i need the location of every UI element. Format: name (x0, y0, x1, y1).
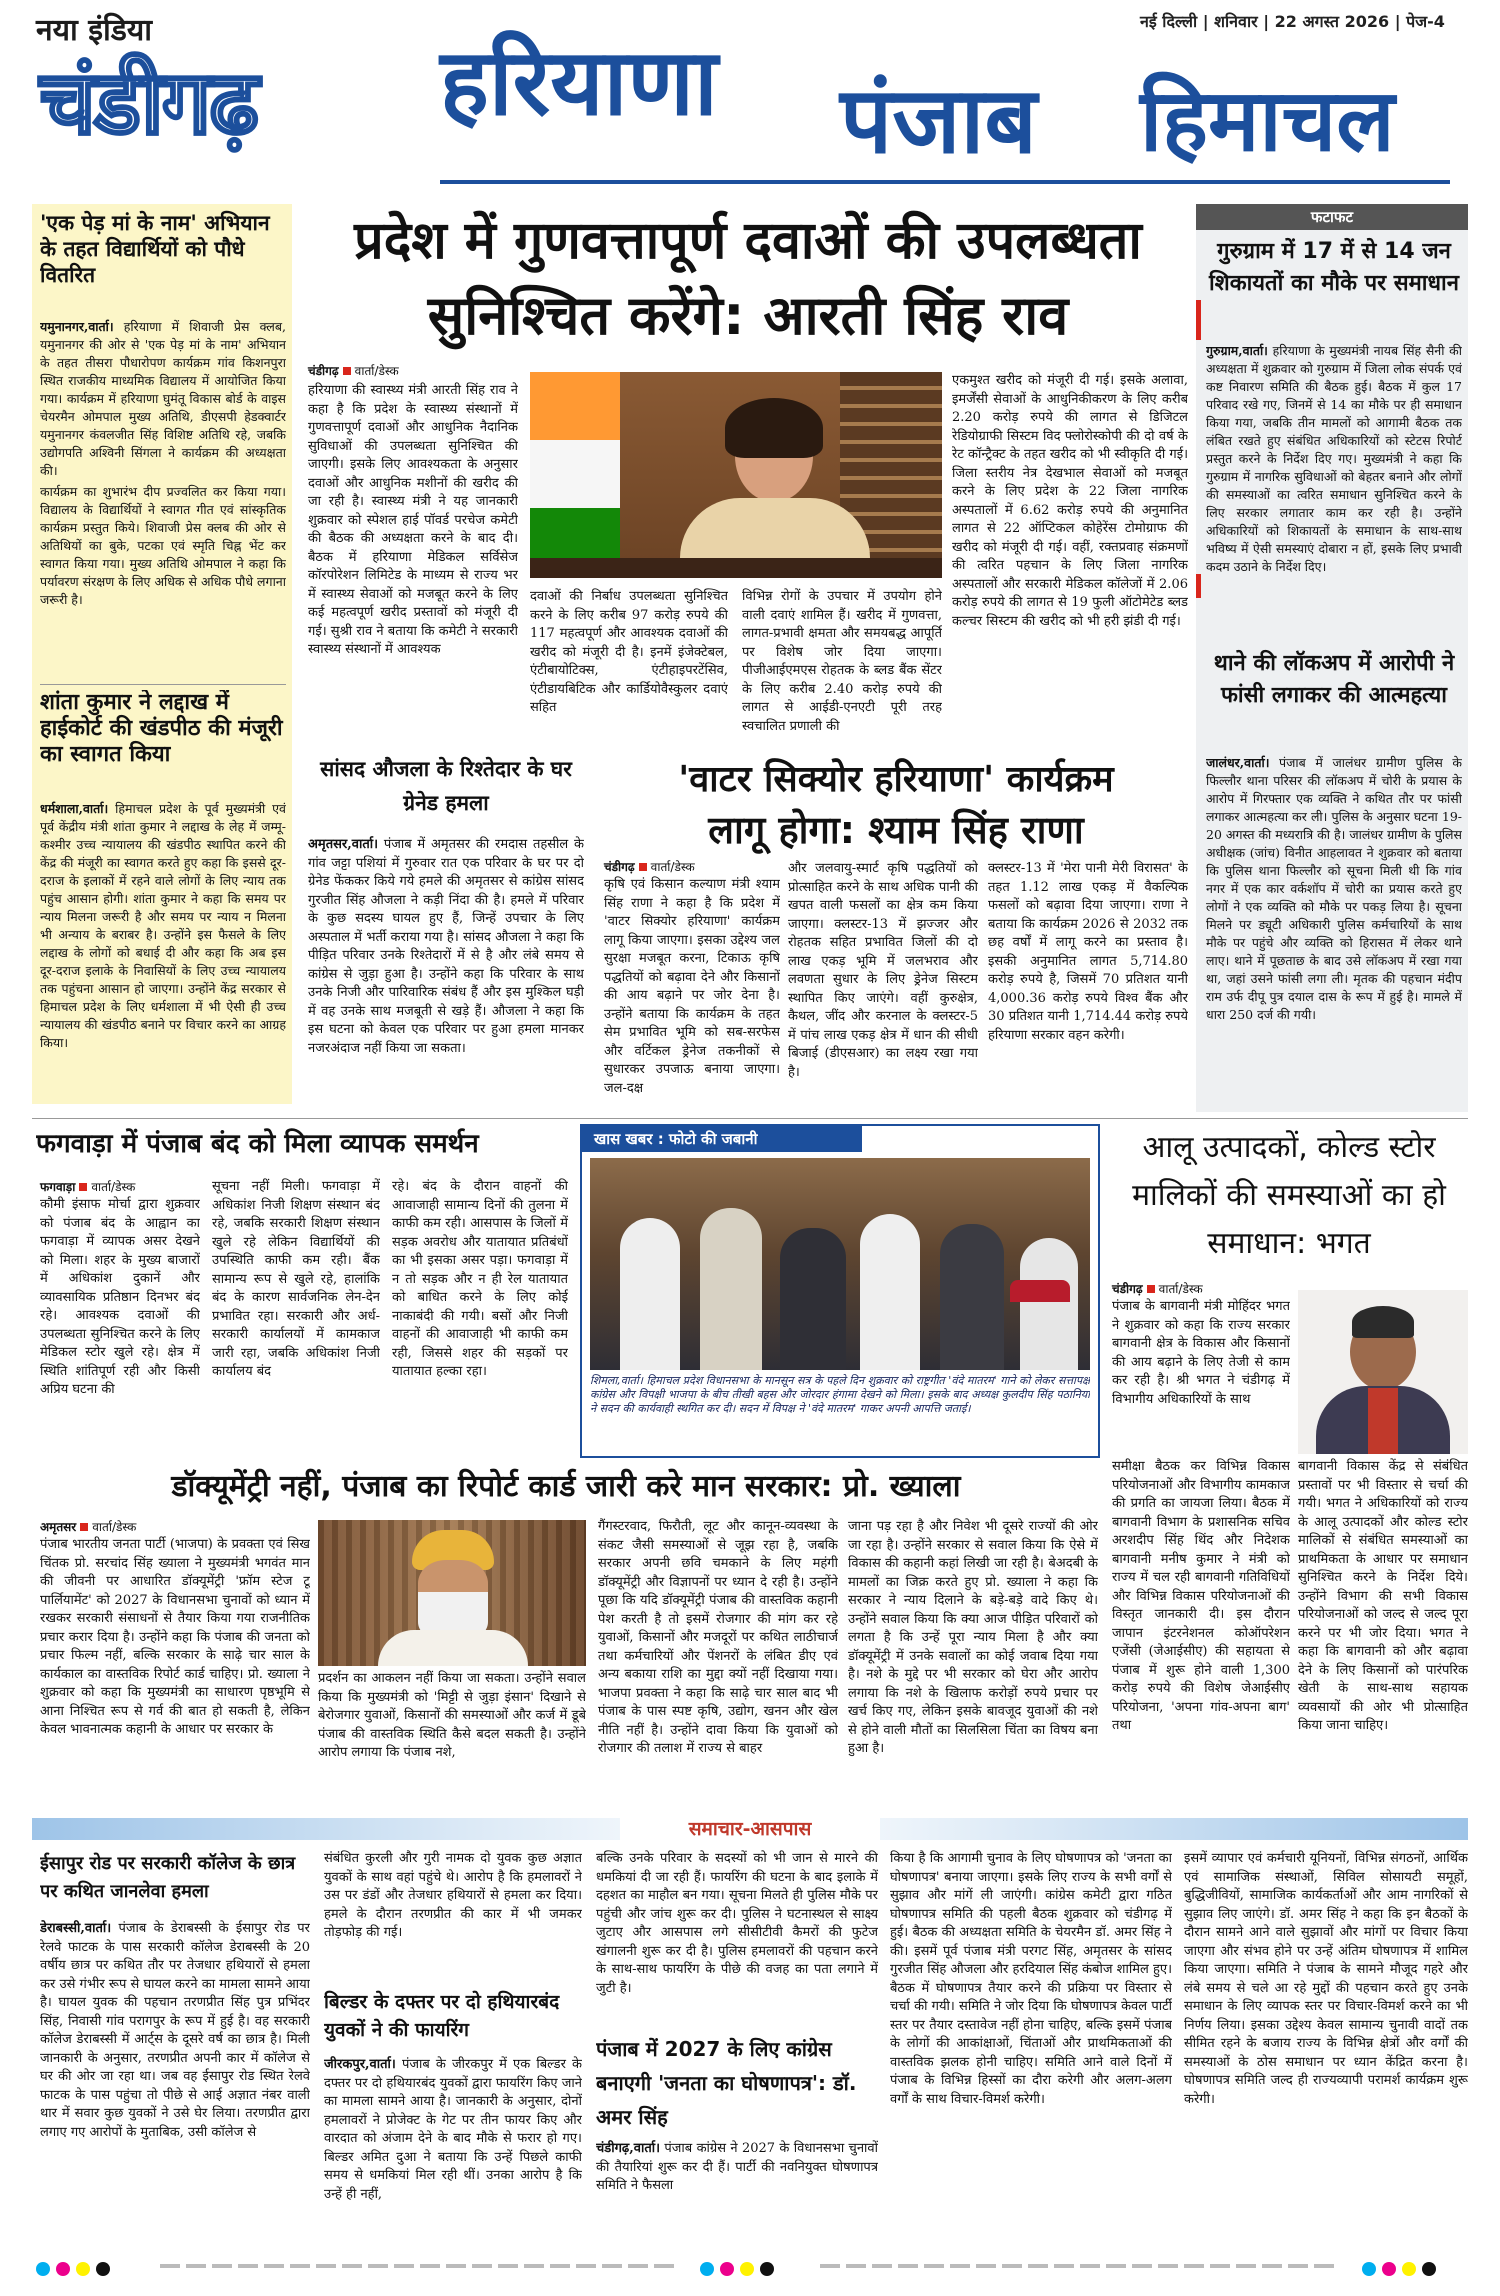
lead-headline-line2: सुनिश्चित करेंगे: आरती सिंह राव (427, 284, 1069, 347)
left-story1-body (40, 318, 286, 680)
aaspaas-story3-body (596, 2140, 878, 2238)
documentary-byline-city: अमृतसर (40, 1520, 77, 1534)
phagwara-byline-city: फगवाड़ा (40, 1180, 76, 1194)
group-person-6 (1020, 1238, 1078, 1370)
color-dots-left (36, 2258, 116, 2277)
brand-name: नया इंडिया (36, 13, 152, 48)
person-hair (725, 398, 823, 458)
aloo-col1a: पंजाब के बागवानी मंत्री मोहिंदर भगत ने शुक्रवार को कहा कि राज्य सरकार बागवानी क्षेत्र के विकास और किसानों की आय बढ़ाने के लिए तेजी से काम कर रही है। श्री भगत ने चंडीगढ़ में विभागीय अधिकारियों के साथ (1112, 1299, 1290, 1407)
flag-icon (530, 372, 620, 578)
documentary-col2: प्रदर्शन का आकलन नहीं किया जा सकता। उन्होंने सवाल किया कि मुख्यमंत्री को 'मिट्टी से जुड़ा इंसान' दिखाने से बेरोजगार युवाओं, किसानों की समस्याओं और कर्ज में डूबे पंजाब की वास्तविक स्थिति कैसे बदल सकती है। उन्होंने आरोप लगाया कि पंजाब नशे, (318, 1671, 586, 1760)
right-story1-headline: गुरुग्राम में 17 में से 14 जन शिकायतों का मौके पर समाधान (1209, 239, 1459, 296)
water-byline-desk: वार्ता/डेस्क (650, 860, 695, 874)
documentary-col4: जाना पड़ रहा है और निवेश भी दूसरे राज्यों की ओर जा रहा है। उन्होंने सरकार से सवाल किया कि ऐसे में विकास की कहानी कहां लिखी जा रही है। बेअदबी के मामलों का जिक्र करते हुए प्रो. ख्याला ने कहा कि सरकार ने न्याय दिलाने के बड़े-बड़े वादे किए थे। उन्होंने सवाल किया कि क्या आज पीड़ित परिवारों को लगता है कि उन्हें पूरा न्याय मिला है और क्या डॉक्यूमेंट्री में उनके सवालों का कोई जवाब दिया गया है। नशे के मुद्दे पर भी सरकार को घेरा और आरोप लगाया कि नशे के खिलाफ करोड़ों रुपये प्रचार पर खर्च किए गए, लेकिन इसके बावजूद युवाओं की नशे से होने वाली मौतों का सिलसिला चिंता का विषय बना हुआ है। (848, 1519, 1098, 1756)
sansad-body (308, 836, 584, 1106)
right-story2-headline: थाने की लॉकअप में आरोपी ने फांसी लगाकर की आत्महत्या (1213, 651, 1455, 708)
left-story1-dateline: यमुनानगर,वार्ता। (40, 319, 114, 334)
aaspaas-col2a: संबंधित कुरली और गुरी नामक दो युवक कुछ अज्ञात युवकों के साथ वहां पहुंचे थे। आरोप है कि हमलावरों ने उस पर डंडों और तेजधार हथियारों से हमला कर दिया। हमले के दौरान तरणप्रीत की कार में भी जमकर तोड़फोड़ की गई। (324, 1851, 582, 1940)
aloo-byline (1112, 1280, 1292, 1297)
photo-news-label: खास खबर : फोटो की जबानी (582, 1126, 862, 1152)
aaspaas-story1-text: पंजाब के डेराबस्सी के ईसापुर रोड पर रेलवे फाटक के पास सरकारी कॉलेज डेराबस्सी के 20 वर्षीय छात्र पर कथित तौर पर तेजधार हथियारों से हमला कर उसे गंभीर रूप से घायल करने का मामला सामने आया है। घायल युवक की पहचान तरणप्रीत सिंह पुत्र प्रभिंदर सिंह, निवासी गांव परागपुर के रूप में हुई है। वह सरकारी कॉलेज डेराबस्सी में आर्ट्स के दूसरे वर्ष का छात्र है। मिली जानकारी के अनुसार, तरणप्रीत अपनी कार में कॉलेज से घर की ओर जा रहा था। जब वह ईसापुर रोड स्थित रेलवे फाटक के पास पहुंचा तो पीछे से आई अज्ञात नंबर वाली थार में सवार कुछ युवकों ने उसे घेर लिया। तरणप्रीत द्वारा लगाए गए आरोपों के मुताबिक, उसी कॉलेज से (40, 1921, 310, 2140)
documentary-photo (318, 1520, 586, 1666)
headline-haryana: हरियाणा (440, 29, 718, 136)
aaspaas-story1-headline: ईसापुर रोड पर सरकारी कॉलेज के छात्र पर कथित जानलेवा हमला (40, 1853, 296, 1902)
lead-byline (308, 362, 518, 379)
register-bar-left (160, 2264, 680, 2268)
aloo-col2: बागवानी विकास केंद्र से संबंधित प्रस्तावों पर भी विस्तार से चर्चा की गयी। भगत ने अधिकारियों को राज्य के आलू उत्पादकों और कोल्ड स्टोर मालिकों से संबंधित समस्याओं का प्राथमिकता के आधार पर समाधान सुनिश्चित करने के निर्देश दिये। उन्होंने विभाग की सभी विकास परियोजनाओं को जल्द से जल्द पूरा करने पर भी जोर दिया। भगत ने कहा कि बागवानी को और बढ़ावा देने के लिए किसानों को पारंपरिक खेती के साथ-साथ सहायक व्यवसायों की ओर भी प्रोत्साहित किया जाना चाहिए। (1298, 1459, 1468, 1733)
phagwara-byline-desk: वार्ता/डेस्क (91, 1180, 136, 1194)
water-byline (604, 858, 784, 875)
lead-byline-city: चंडीगढ़ (308, 364, 339, 378)
left-story1-text2: कार्यक्रम का शुभारंभ दीप प्रज्वलित कर किया गया। विद्यालय के विद्यार्थियों ने स्वागत गीत एवं सांस्कृतिक कार्यक्रम प्रस्तुत किये। शिवाजी प्रेस क्लब की ओर से अतिथियों का बुके, पटका एवं स्मृति चिह्न भेंट कर स्वागत किया गया। मुख्य अतिथि ओमपाल ने कहा कि पर्यावरण संरक्षण के लिए अधिक से अधिक पौधे लगाना जरूरी है। (40, 484, 286, 607)
aaspaas-story3-text: पंजाब कांग्रेस ने 2027 के विधानसभा चुनावों की तैयारियां शुरू कर दी हैं। पार्टी की नवनियुक्त घोषणापत्र समिति ने फैसला (596, 2141, 878, 2193)
person-scarf (1368, 1388, 1398, 1454)
person-body (378, 1630, 528, 1666)
dateline: नई दिल्ली | शनिवार | 22 अगस्त 2026 | पेज-4 (1140, 12, 1445, 31)
himachali-cap (1010, 1280, 1070, 1302)
water-byline-city: चंडीगढ़ (604, 860, 635, 874)
headline-himachal: हिमाचल (1140, 71, 1395, 171)
water-headline-line1: 'वाटर सिक्योर हरियाणा' कार्यक्रम (678, 759, 1114, 800)
left-divider (40, 684, 286, 685)
water-headline-line2: लागू होगा: श्याम सिंह राणा (708, 808, 1084, 852)
phagwara-byline (40, 1178, 200, 1195)
lead-headline-line1: प्रदेश में गुणवत्तापूर्ण दवाओं की उपलब्धता (354, 211, 1142, 271)
group-person-1 (620, 1218, 680, 1370)
documentary-byline-desk: वार्ता/डेस्क (92, 1520, 137, 1534)
left-story2-text: हिमाचल प्रदेश के पूर्व मुख्यमंत्री एवं पूर्व केंद्रीय मंत्री शांता कुमार ने लद्दाख के लेह में जम्मू-कश्मीर उच्च न्यायालय की खंडपीठ स्थापित करने की केंद्र की मंजूरी का स्वागत करते हुए कहा कि इससे दूर-दराज के इलाकों में रहने वाले लोगों के लिए न्याय तक पहुंच आसान होगी। शांता कुमार ने कहा कि समय पर न्याय मिलना जरूरी है और समय पर न्याय न मिलना भी अन्याय के बराबर है। उन्होंने इस फैसले के लिए लद्दाख के लोगों को बधाई दी और कहा कि अब इस दूर-दराज इलाके के निवासियों के लिए उच्च न्यायालय तक पहुंचना आसान हो जाएगा। उन्होंने केंद्र सरकार से हिमाचल प्रदेश के लिए धर्मशाला में भी ऐसी ही उच्च न्यायालय की खंडपीठ बनाने पर विचार करने का आग्रह किया। (40, 801, 286, 1050)
color-dots-right (1362, 2258, 1442, 2277)
photo-news-caption: शिमला,वार्ता। हिमाचल प्रदेश विधानसभा के मानसून सत्र के पहले दिन शुक्रवार को राष्ट्रगीत 'वंदे मातरम' गाने को लेकर सत्तापक्ष कांग्रेस और विपक्षी भाजपा के बीच तीखी बहस और जोरदार हंगामा देखने को मिला। इसके बाद अध्यक्ष कुलदीप सिंह पठानिया ने सदन की कार्यवाही स्थगित कर दी। सदन में विपक्ष ने 'वंदे मातरम' गाकर अपनी आपत्ति जताई। (590, 1374, 1090, 1415)
aaspaas-col3a: बल्कि उनके परिवार के सदस्यों को भी जान से मारने की धमकियां दी जा रही हैं। फायरिंग की घटना के बाद इलाके में दहशत का माहौल बन गया। सूचना मिलते ही पुलिस मौके पर पहुंची और जांच शुरू कर दी। पुलिस ने घटनास्थल से साक्ष्य जुटाए और आसपास लगे सीसीटीवी कैमरों की फुटेज खंगालनी शुरू कर दी है। पुलिस हमलावरों की पहचान करने के साथ-साथ फायरिंग के पीछे की वजह का पता लगाने में जुटी है। (596, 1851, 878, 1996)
documentary-col1: पंजाब भारतीय जनता पार्टी (भाजपा) के प्रवक्ता एवं सिख चिंतक प्रो. सरचांद सिंह ख्याला ने मुख्यमंत्री भगवंत मान की जीवनी पर आधारित डॉक्यूमेंट्री 'फ्रॉम स्टेज टू पार्लियामेंट' को 2027 के विधानसभा चुनावों को ध्यान में रखकर सरकारी संसाधनों से तैयार किया गया राजनीतिक प्रचार करार दिया है। उन्होंने कहा कि पंजाब की जनता को प्रचार फिल्म नहीं, बल्कि सरकार के साढ़े चार साल के कार्यकाल का वास्तविक रिपोर्ट कार्ड चाहिए। प्रो. ख्याला ने शुक्रवार को कहा कि मुख्यमंत्री का साधारण पृष्ठभूमि से आना निश्चित रूप से गर्व की बात हो सकती है, लेकिन केवल भावनात्मक कहानी के आधार पर सरकार के (40, 1537, 310, 1737)
water-col2: और जलवायु-स्मार्ट कृषि पद्धतियों को प्रोत्साहित करने के साथ अधिक पानी की खपत वाली फसलों का क्षेत्र कम किया जाएगा। क्लस्टर-13 में झज्जर और रोहतक सहित प्रभावित जिलों की दो लाख एकड़ भूमि में जलभराव और लवणता सुधार के लिए ड्रेनेज सिस्टम स्थापित किए जाएंगे। वहीं कुरुक्षेत्र, कैथल, जींद और करनाल के क्लस्टर-5 में पांच लाख एकड़ क्षेत्र में धान की सीधी बिजाई (डीएसआर) का लक्ष्य रखा गया है। (788, 861, 978, 1080)
phagwara-col3: रहे। बंद के दौरान वाहनों की आवाजाही सामान्य दिनों की तुलना में काफी कम रही। आसपास के जिलों में सड़क अवरोध और यातायात प्रतिबंधों का भी इसका असर पड़ा। फगवाड़ा में न तो सड़क और न ही रेल यातायात को बाधित करने के लिए कोई नाकाबंदी की गयी। बसों और निजी वाहनों की आवाजाही भी काफी कम रही, जिससे शहर की सड़कों पर यातायात हल्का रहा। (392, 1179, 568, 1379)
masthead-underline (440, 180, 1450, 184)
sansad-headline: सांसद औजला के रिश्तेदार के घर ग्रेनेड हमला (320, 757, 572, 815)
documentary-col3: गैंगस्टरवाद, फिरौती, लूट और कानून-व्यवस्था के संकट जैसी समस्याओं से जूझ रहा है, जबकि सरकार अपनी छवि चमकाने के लिए महंगी डॉक्यूमेंट्री और विज्ञापनों पर ध्यान दे रही है। उन्होंने पूछा कि यदि डॉक्यूमेंट्री पंजाब की वास्तविक कहानी पेश करती है तो इसमें रोजगार की मांग कर रहे युवाओं, किसानों और मजदूरों पर कथित लाठीचार्ज तथा कर्मचारियों और पेंशनरों के लंबित डीए एवं अन्य बकाया राशि का मुद्दा क्यों नहीं दिखाया गया। भाजपा प्रवक्ता ने कहा कि साढ़े चार साल बाद भी पंजाब के पास स्पष्ट कृषि, उद्योग, खनन और खेल नीति नहीं है। उन्होंने दावा किया कि युवाओं को रोजगार की तलाश में राज्य से बाहर (598, 1519, 838, 1756)
aaspaas-story3-dateline: चंडीगढ़,वार्ता। (596, 2141, 661, 2156)
water-col3: क्लस्टर-13 में 'मेरा पानी मेरी विरासत' के तहत 1.12 लाख एकड़ में वैकल्पिक फसलों को बढ़ावा दिया जाएगा। राणा ने बताया कि कार्यक्रम 2026 से 2032 तक छह वर्षों में लागू करने का प्रस्ताव है। इसकी अनुमानित लागत 5,714.80 करोड़ रुपये है, जिसमें 70 प्रतिशत यानी 4,000.36 करोड़ रुपये विश्व बैंक और 30 प्रतिशत यानी 1,714.44 करोड़ रुपये हरियाणा सरकार वहन करेगी। (988, 861, 1188, 1043)
phagwara-col2: सूचना नहीं मिली। फगवाड़ा में अधिकांश निजी शिक्षण संस्थान बंद रहे, जबकि सरकारी शिक्षण संस्थान खुले रहे लेकिन विद्यार्थियों की उपस्थिति काफी कम रही। बैंक सामान्य रूप से खुले रहे, हालांकि बंद के कारण सार्वजनिक लेन-देन प्रभावित रहा। सरकारी और अर्ध-सरकारी कार्यालयों में कामकाज जारी रहा, जबकि अधिकांश निजी कार्यालय बंद (212, 1179, 380, 1379)
right-story2-text: पंजाब में जालंधर ग्रामीण पुलिस के फिल्लौर थाना परिसर की लॉकअप में चोरी के प्रयास के आरोप में गिरफ्तार एक व्यक्ति ने कथित तौर पर फांसी लगाकर आत्महत्या कर ली। पुलिस के अनुसार घटना 19-20 अगस्त की मध्यरात्रि की है। जालंधर ग्रामीण के पुलिस अधीक्षक (जांच) विनीत आहलावत ने शुक्रवार को बताया कि पुलिस थाना फिल्लौर को सूचना मिली थी कि गांव नगर में एक कार वर्कशॉप में चोरी का प्रयास करते हुए लोगों ने एक व्यक्ति को मौके पर पकड़ लिया है। सूचना मिलने पर ड्यूटी अधिकारी पुलिस कर्मचारियों के साथ मौके पर पहुंचे और व्यक्ति को हिरासत में लेकर थाने लाए। थाने में पूछताछ के बाद उसे लॉकअप में रखा गया था, जहां उसने फांसी लगा ली। मृतक की पहचान मंदीप राम उर्फ दीपू पुत्र दयाल दास के रूप में हुई है। मामले में धारा 250 दर्ज की गयी। (1206, 755, 1462, 1022)
sansad-text: पंजाब में अमृतसर की रमदास तहसील के गांव जट्टा पशियां में गुरुवार रात एक परिवार के घर पर दो ग्रेनेड फेंककर किये गये हमले की अमृतसर से कांग्रेस सांसद गुरजीत सिंह औजला ने कड़ी निंदा की है। हमले में परिवार के कुछ सदस्य घायल हुए हैं, जिन्हें उपचार के लिए अस्पताल में भर्ती कराया गया है। सांसद औजला ने कहा कि पीड़ित परिवार उनके रिश्तेदारों में से है और लंबे समय से कांग्रेस से जुड़ा हुआ है। उन्होंने कहा कि परिवार के साथ उनके निजी और पारिवारिक संबंध हैं और इस मुश्किल घड़ी में वह उनके साथ मजबूती से खड़े हैं। औजला ने कहा कि इस घटना को केवल एक परिवार पर हुआ हमला मानकर नजरअंदाज नहीं किया जा सकता। (308, 837, 584, 1056)
lead-byline-desk: वार्ता/डेस्क (354, 364, 399, 378)
left-story2-body (40, 800, 286, 1100)
phagwara-headline: फगवाड़ा में पंजाब बंद को मिला व्यापक समर्थन (36, 1129, 479, 1159)
water-col1: कृषि एवं किसान कल्याण मंत्री श्याम सिंह राणा ने कहा है कि प्रदेश में 'वाटर सिक्योर हरियाणा' कार्यक्रम लागू किया जाएगा। इसका उद्देश्य जल सुरक्षा मजबूत करना, टिकाऊ कृषि पद्धतियों को बढ़ावा देने और किसानों की आय बढ़ाने पर जोर देना है। उन्होंने बताया कि कार्यक्रम के तहत सेम प्रभावित भूमि को सब-सरफेस और वर्टिकल ड्रेनेज तकनीकों से सुधारकर उपजाऊ बनाया जाएगा। जल-दक्ष (604, 877, 780, 1096)
right-story2-body (1206, 754, 1462, 1106)
left-story2-dateline: धर्मशाला,वार्ता। (40, 801, 109, 816)
city-name: चंडीगढ़ (40, 51, 257, 154)
group-person-2 (700, 1208, 762, 1370)
aaspaas-story2-text: पंजाब के जीरकपुर में एक बिल्डर के दफ्तर पर दो हथियारबंद युवकों द्वारा फायरिंग किए जाने का मामला सामने आया है। जानकारी के अनुसार, दोनों हमलावरों ने प्रोजेक्ट के गेट पर तीन फायर किए और वारदात को अंजाम देने के बाद मौके से फरार हो गए। बिल्डर अमित दुआ ने बताया कि उन्हें पिछले काफी समय से धमकियां मिल रही थीं। उनका आरोप है कि उन्हें ही नहीं, (324, 2057, 582, 2202)
aloo-photo (1298, 1290, 1468, 1454)
aaspaas-story2-body (324, 2056, 582, 2238)
footer-marks (0, 2252, 1500, 2282)
lead-col1: हरियाणा की स्वास्थ्य मंत्री आरती सिंह राव ने कहा है कि प्रदेश के स्वास्थ्य संस्थानों में गुणवत्तापूर्ण दवाओं और आधुनिक नैदानिक सुविधाओं की उपलब्धता सुनिश्चित की जाएगी। इसके लिए आवश्यकता के अनुसार दवाओं और आधुनिक मशीनों की खरीद की जा रही है। स्वास्थ्य मंत्री ने यह जानकारी शुक्रवार को स्पेशल हाई पॉवर्ड परचेज कमेटी की बैठक की अध्यक्षता करने के बाद दी। बैठक में हरियाणा मेडिकल सर्विसेज कॉरपोरेशन लिमिटेड के माध्यम से राज्य भर में स्वास्थ्य सेवाओं को मजबूत करने के लिए कई महत्वपूर्ण खरीद प्रस्तावों को मंजूरी दी गई। सुश्री राव ने बताया कि कमेटी ने सरकारी स्वास्थ्य संस्थानों में आवश्यक (308, 383, 518, 657)
lead-photo (530, 372, 942, 578)
right-redbar2 (1196, 574, 1201, 598)
group-person-3 (780, 1228, 846, 1370)
aaspaas-col4: किया है कि आगामी चुनाव के लिए घोषणापत्र को 'जनता का घोषणापत्र' बनाया जाएगा। इसके लिए राज्य के सभी वर्गों से सुझाव और मांगें ली जाएंगी। कांग्रेस कमेटी द्वारा गठित घोषणापत्र समिति की पहली बैठक शुक्रवार को चंडीगढ़ में हुई। बैठक की अध्यक्षता समिति के चेयरमैन डॉ. अमर सिंह ने की। इसमें पूर्व पंजाब मंत्री परगट सिंह, अमृतसर के सांसद गुरजीत सिंह औजला और हरदियाल सिंह कंबोज शामिल हुए। बैठक में घोषणापत्र तैयार करने की प्रक्रिया पर विस्तार से चर्चा की गयी। समिति ने जोर दिया कि घोषणापत्र केवल पार्टी स्तर पर तैयार दस्तावेज नहीं होना चाहिए, बल्कि इसमें पंजाब के लोगों की आकांक्षाओं, चिंताओं और प्राथमिकताओं की वास्तविक झलक होनी चाहिए। समिति आने वाले दिनों में पंजाब के विभिन्न हिस्सों का दौरा करेगी और अलग-अलग वर्गों के साथ विचार-विमर्श करेगी। (890, 1851, 1172, 2107)
aaspaas-story1-dateline: डेराबस्सी,वार्ता। (40, 1921, 112, 1936)
aloo-col1b: समीक्षा बैठक कर विभिन्न विकास परियोजनाओं और विभागीय कामकाज की प्रगति का जायजा लिया। बैठक में बागवानी विभाग के प्रशासनिक सचिव अरशदीप सिंह थिंद और निदेशक बागवानी मनीष कुमार ने मंत्री को राज्य में चल रही बागवानी गतिविधियों और विभिन्न विकास परियोजनाओं की विस्तृत जानकारी दी। इस दौरान जापान इंटरनेशनल कोऑपरेशन एजेंसी (जेआईसीए) की सहायता से पंजाब में शुरू होने वाली 1,300 करोड़ रुपये की विशेष जेआईसीए परियोजना, 'अपना गांव-अपना बाग' तथा (1112, 1459, 1290, 1733)
lead-col3: विभिन्न रोगों के उपचार में उपयोग होने वाली दवाएं शामिल हैं। खरीद में गुणवत्ता, लागत-प्रभावी क्षमता और समयबद्ध आपूर्ति पर विशेष जोर दिया जाएगा। पीजीआईएमएस रोहतक के ब्लड बैंक सेंटर के लिए करीब 2.40 करोड़ रुपये की लागत से आईडी-एनएटी पूरी तरह स्वचालित प्रणाली की (742, 589, 942, 734)
aloo-byline-city: चंडीगढ़ (1112, 1282, 1143, 1296)
fatafat-label: फटाफट (1196, 204, 1468, 230)
documentary-headline: डॉक्यूमेंट्री नहीं, पंजाब का रिपोर्ट कार्ड जारी करे मान सरकार: प्रो. ख्याला (171, 1469, 961, 1504)
right-story1-body (1206, 342, 1462, 642)
aloo-byline-desk: वार्ता/डेस्क (1158, 1282, 1203, 1296)
aaspaas-story2-dateline: जीरकपुर,वार्ता। (324, 2057, 396, 2072)
aloo-headline: आलू उत्पादकों, कोल्ड स्टोर मालिकों की समस्याओं का हो समाधान: भगत (1132, 1130, 1446, 1261)
person-hair (1352, 1306, 1414, 1338)
aaspaas-story3-headline: पंजाब में 2027 के लिए कांग्रेस बनाएगी 'जनता का घोषणापत्र': डॉ. अमर सिंह (596, 2037, 857, 2129)
right-story1-dateline: गुरुग्राम,वार्ता। (1206, 343, 1268, 358)
photo-news-image (590, 1158, 1090, 1370)
masthead (0, 0, 1500, 196)
left-story1-headline: 'एक पेड़ मां के नाम' अभियान के तहत विद्यार्थियों को पौधे वितरित (40, 211, 270, 287)
right-story1-text: हरियाणा के मुख्यमंत्री नायब सिंह सैनी की अध्यक्षता में शुक्रवार को गुरुग्राम में जिला लोक संपर्क एवं कष्ट निवारण समिति की बैठक हुई। बैठक में कुल 17 परिवाद रखे गए, जिनमें से 14 का मौके पर ही समाधान किया गया, जबकि तीन मामलों को आगामी बैठक तक लंबित रखते हुए संबंधित अधिकारियों को स्टेटस रिपोर्ट प्रस्तुत करने के निर्देश दिए गए। मुख्यमंत्री ने कहा कि गुरुग्राम में नागरिक सुविधाओं को बेहतर बनाने और लोगों की समस्याओं का त्वरित समाधान सुनिश्चित करने के लिए सरकार लगातार काम कर रही है। उन्होंने अधिकारियों को शिकायतों के समाधान के साथ-साथ भविष्य में ऐसी समस्याएं दोबारा न हों, इसके लिए प्रभावी कदम उठाने के निर्देश दिए। (1206, 343, 1462, 574)
lead-col4: एकमुश्त खरीद को मंजूरी दी गई। इसके अलावा, इमर्जेंसी सेवाओं के आधुनिकीकरण के लिए करीब 2.20 करोड़ रुपये की लागत से डिजिटल रेडियोग्राफी सिस्टम विद फ्लोरोस्कोपी की दो वर्ष के रेट कॉन्ट्रैक्ट के तहत खरीद को भी स्वीकृति दी गई। जिला स्तरीय नेत्र देखभाल सेवाओं को मजबूत करने के लिए प्रदेश के 22 जिला नागरिक अस्पतालों में 6.62 करोड़ रुपये की अनुमानित लागत से 22 ऑप्टिकल कोहेरेंस टोमोग्राफ की खरीद को मंजूरी दी गई। वहीं, रक्तप्रवाह संक्रमणों की त्वरित पहचान के लिए जिला नागरिक अस्पतालों और सरकारी मेडिकल कॉलेजों में 2.06 करोड़ रुपये की लागत से 19 फुली ऑटोमेटेड ब्लड कल्चर सिस्टम की खरीद को भी हरी झंडी दी गई। (952, 373, 1188, 629)
register-bar-right (820, 2264, 1340, 2268)
group-person-4 (860, 1214, 920, 1370)
group-person-5 (940, 1224, 1004, 1370)
aaspaas-col5: इसमें व्यापार एवं कर्मचारी यूनियनों, विभिन्न संगठनों, आर्थिक एवं सामाजिक संस्थाओं, सिविल सोसायटी समूहों, बुद्धिजीवियों, सामाजिक कार्यकर्ताओं और आम नागरिकों से सुझाव लिए जाएंगे। डॉ. अमर सिंह ने कहा कि इन बैठकों के दौरान सामने आने वाले सुझावों और मांगों पर विचार किया जाएगा और संभव होने पर उन्हें अंतिम घोषणापत्र में शामिल किया जाएगा। समिति ने पंजाब के सामने मौजूद गहरे और लंबे समय से चले आ रहे मुद्दों की पहचान करते हुए उनके समाधान के लिए व्यापक स्तर पर विचार-विमर्श करने का भी निर्णय लिया। इसका उद्देश्य केवल सामान्य चुनावी वादों तक सीमित रहने के बजाय राज्य के विभिन्न क्षेत्रों और वर्गों की समस्याओं के ठोस समाधान पर ध्यान केंद्रित करना है। घोषणापत्र समिति जल्द ही राज्यव्यापी परामर्श कार्यक्रम शुरू करेगी। (1184, 1851, 1468, 2107)
lead-col2: दवाओं की निर्बाध उपलब्धता सुनिश्चित करने के लिए करीब 97 करोड़ रुपये की 117 महत्वपूर्ण और आवश्यक दवाओं की खरीद को मंजूरी दी है। इनमें इंजेक्टेबल, एंटीबायोटिक्स, एंटीहाइपरटेंसिव, एंटीडायबिटिक और कार्डियोवैस्कुलर दवाएं सहित (530, 589, 728, 715)
desk (530, 558, 942, 578)
right-redbar1 (1196, 300, 1201, 340)
left-story1-text: हरियाणा में शिवाजी प्रेस क्लब, यमुनानगर की ओर से 'एक पेड़ मां के नाम' अभियान के तहत तीसरा पौधारोपण कार्यक्रम गांव किशनपुरा स्थित राजकीय माध्यमिक विद्यालय में आयोजित किया गया। कार्यक्रम में हरियाणा घुमंतू विकास बोर्ड के वाइस चेयरमैन ओमपाल मुख्य अतिथि, डीएसपी हेडक्वार्टर यमुनानगर कंवलजीत सिंह विशिष्ट अतिथि रहे, जबकि उद्योगपति अश्विनी सिंगला ने कार्यक्रम की अध्यक्षता की। (40, 319, 286, 478)
aaspaas-story2-headline: बिल्डर के दफ्तर पर दो हथियारबंद युवकों ने की फायरिंग (324, 1991, 560, 2041)
left-story2-headline: शांता कुमार ने लद्दाख में हाईकोर्ट की खंडपीठ की मंजूरी का स्वागत किया (40, 690, 283, 767)
right-story2-dateline: जालंधर,वार्ता। (1206, 755, 1270, 770)
aaspaas-story1-body (40, 1920, 310, 2238)
sansad-dateline: अमृतसर,वार्ता। (308, 837, 379, 852)
headline-punjab: पंजाब (840, 67, 1037, 174)
phagwara-col1: कौमी इंसाफ मोर्चा द्वारा शुक्रवार को पंजाब बंद के आह्वान का फगवाड़ा में व्यापक असर देखने को मिला। शहर के मुख्य बाजारों में अधिकांश दुकानें और व्यावसायिक प्रतिष्ठान दिनभर बंद रहे। आवश्यक दवाओं की उपलब्धता सुनिश्चित करने के लिए मेडिकल स्टोर खुले रहे। क्षेत्र में स्थिति शांतिपूर्ण रही और किसी अप्रिय घटना की (40, 1197, 200, 1397)
color-dots-center (700, 2258, 780, 2277)
documentary-byline (40, 1518, 310, 1535)
row2-top-rule (32, 1118, 1468, 1119)
aaspaas-label: समाचार-आसपास (620, 1814, 880, 1844)
